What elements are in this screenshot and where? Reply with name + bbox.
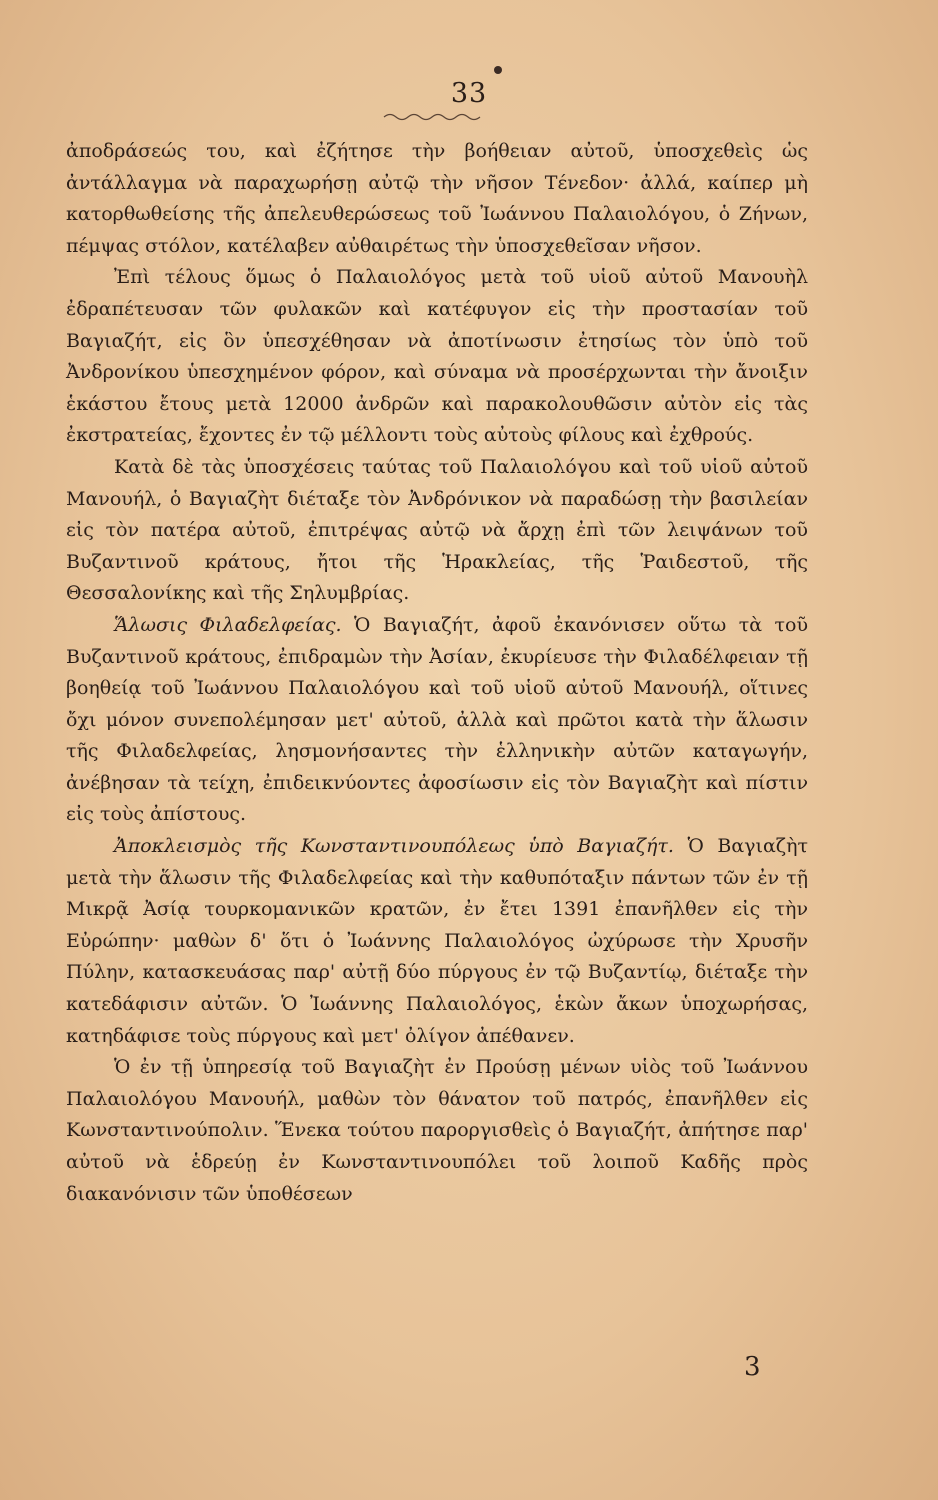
page-number: 33 bbox=[450, 78, 488, 109]
section-heading-blockade: Ἀποκλεισμὸς τῆς Κωνσταντινουπόλεως ὑπὸ Βαγιαζήτ. bbox=[114, 835, 674, 858]
paragraph-1: ἀποδράσεώς του, καὶ ἐζήτησε τὴν βοήθειαν αὐτοῦ, ὑποσχεθεὶς ὡς ἀντάλλαγμα νὰ παραχωρήσῃ αὐτῷ τὴν νῆσον Τένεδον· ἀλλά, καίπερ μὴ κατορθωθείσης τῆς ἀπελευθερώσεως τοῦ Ἰωάννου Παλαιολόγου, ὁ Ζήνων, πέμψας στόλον, κατέλαβεν αὐθαιρέτως τὴν ὑποσχεθεῖσαν νῆσον. bbox=[66, 140, 808, 257]
body-text bbox=[66, 136, 808, 1210]
paragraph-4 bbox=[66, 610, 808, 831]
paragraph-6: Ὁ ἐν τῇ ὑπηρεσίᾳ τοῦ Βαγιαζὴτ ἐν Προύσῃ μένων υἱὸς τοῦ Ἰωάννου Παλαιολόγου Μανουήλ, μαθὼν τὸν θάνατον τοῦ πατρός, ἐπανῆλθεν εἰς Κωνσταντινούπολιν. Ἕνεκα τούτου παροργισθεὶς ὁ Βαγιαζήτ, ἀπήτησε παρ' αὐτοῦ νὰ ἑδρεύῃ ἐν Κωνσταντινουπόλει τοῦ λοιποῦ Καδῆς πρὸς διακανόνισιν τῶν ὑποθέσεων bbox=[66, 1056, 808, 1205]
signature-mark: 3 bbox=[744, 1352, 761, 1382]
paragraph-4-text: Ὁ Βαγιαζήτ, ἀφοῦ ἐκανόνισεν οὕτω τὰ τοῦ Βυζαντινοῦ κράτους, ἐπιδραμὼν τὴν Ἀσίαν, ἐκυρίευσε τὴν Φιλαδέλφειαν τῇ βοηθείᾳ τοῦ Ἰωάννου Παλαιολόγου καὶ τοῦ υἱοῦ αὐτοῦ Μανουήλ, οἵτινες ὄχι μόνον συνεπολέμησαν μετ' αὐτοῦ, ἀλλὰ καὶ πρῶτοι κατὰ τὴν ἅλωσιν τῆς Φιλαδελφείας, λησμονήσαντες τὴν ἑλληνικὴν αὐτῶν καταγωγήν, ἀνέβησαν τὰ τείχη, ἐπιδεικνύοντες ἀφοσίωσιν εἰς τὸν Βαγιαζὴτ καὶ πίστιν εἰς τοὺς ἀπίστους. bbox=[66, 613, 808, 826]
paragraph-2: Ἐπὶ τέλους ὅμως ὁ Παλαιολόγος μετὰ τοῦ υἱοῦ αὐτοῦ Μανουὴλ ἐδραπέτευσαν τῶν φυλακῶν καὶ κατέφυγον εἰς τὴν προστασίαν τοῦ Βαγιαζήτ, εἰς ὃν ὑπεσχέθησαν νὰ ἀποτίνωσιν ἐτησίως τὸν ὑπὸ τοῦ Ἀνδρονίκου ὑπεσχημένον φόρον, καὶ σύναμα νὰ προσέρχωνται τὴν ἄνοιξιν ἑκάστου ἔτους μετὰ 12000 ἀνδρῶν καὶ παρακολουθῶσιν αὐτὸν εἰς τὰς ἐκστρατείας, ἔχοντες ἐν τῷ μέλλοντι τοὺς αὐτοὺς φίλους καὶ ἐχθρούς. bbox=[66, 266, 808, 447]
paragraph-5 bbox=[66, 831, 808, 1052]
paragraph-3: Κατὰ δὲ τὰς ὑποσχέσεις ταύτας τοῦ Παλαιολόγου καὶ τοῦ υἱοῦ αὐτοῦ Μανουήλ, ὁ Βαγιαζὴτ διέταξε τὸν Ἀνδρόνικον νὰ παραδώσῃ τὴν βασιλείαν εἰς τὸν πατέρα αὐτοῦ, ἐπιτρέψας αὐτῷ νὰ ἄρχῃ ἐπὶ τῶν λειψάνων τοῦ Βυζαντινοῦ κράτους, ἤτοι τῆς Ἡρακλείας, τῆς Ῥαιδεστοῦ, τῆς Θεσσαλονίκης καὶ τῆς Σηλυμβρίας. bbox=[66, 455, 808, 605]
section-heading-philadelphia: Ἅλωσις Φιλαδελφείας. bbox=[114, 613, 342, 636]
paragraph-5-text: Ὁ Βαγιαζὴτ μετὰ τὴν ἅλωσιν τῆς Φιλαδελφείας καὶ τὴν καθυπόταξιν πάντων τῶν ἐν τῇ Μικρᾷ Ἀσίᾳ τουρκομανικῶν κρατῶν, ἐν ἔτει 1391 ἐπανῆλθεν εἰς τὴν Εὐρώπην· μαθὼν δ' ὅτι ὁ Ἰωάννης Παλαιολόγος ὠχύρωσε τὴν Χρυσῆν Πύλην, κατασκευάσας παρ' αὐτῇ δύο πύργους ἐν τῷ Βυζαντίῳ, διέταξε τὴν κατεδάφισιν αὐτῶν. Ὁ Ἰωάννης Παλαιολόγος, ἑκὼν ἄκων ὑποχωρήσας, κατηδάφισε τοὺς πύργους καὶ μετ' ὀλίγον ἀπέθανεν. bbox=[66, 835, 808, 1047]
ink-spot bbox=[494, 66, 502, 74]
decorative-rule bbox=[382, 110, 482, 124]
